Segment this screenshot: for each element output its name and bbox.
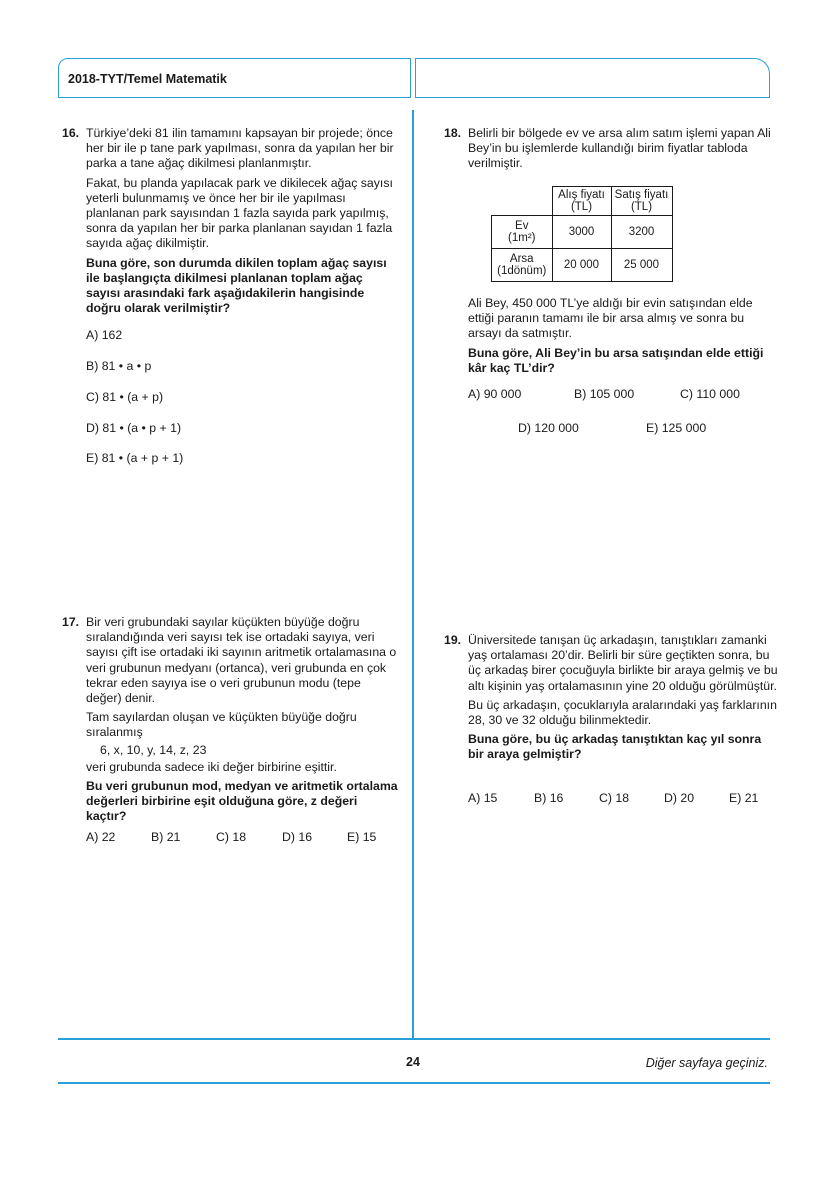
header-purchase-price: Alış fiyatı (TL) bbox=[552, 187, 611, 216]
option-a[interactable]: A) 22 bbox=[86, 830, 116, 844]
footer-top-line bbox=[58, 1038, 770, 1040]
option-a[interactable]: A) 15 bbox=[468, 791, 498, 805]
question-text: Bu üç arkadaşın, çocuklarıyla aralarındaki yaş farklarının 28, 30 ve 32 olduğu bilinmektedir. bbox=[468, 697, 777, 728]
land-sale-price: 25 000 bbox=[611, 249, 672, 282]
question-18-continued bbox=[468, 296, 778, 376]
question-prompt: Buna göre, son durumda dikilen toplam ağaç sayısı ile başlangıçta dikilmesi planlanan toplam ağaç sayısı arasındaki fark aşağıdakilerin hangisinde doğru olarak verilmiştir? bbox=[86, 255, 387, 316]
question-text: Bir veri grubundaki sayılar küçükten büyüğe doğru sıralandığında veri sayısı tek ise ortadaki sayıya, veri sayısı çift ise ortadaki iki sayının aritmetik ortalamasına o veri grubunun medyanı (ortanca), veri grubunda en çok tekrar eden sayıya ise o veri grubunun modu (tepe değer) denir. bbox=[86, 615, 397, 706]
question-number: 19. bbox=[444, 633, 462, 647]
option-b[interactable]: B) 81 • a • p bbox=[86, 359, 152, 373]
row-label-house: Ev (1m²) bbox=[492, 216, 553, 249]
header-sale-price: Satış fiyatı (TL) bbox=[611, 187, 672, 216]
option-d[interactable]: D) 20 bbox=[664, 791, 695, 805]
question-number: 16. bbox=[62, 126, 80, 140]
price-table bbox=[491, 186, 673, 282]
question-text: Fakat, bu planda yapılacak park ve dikilecek ağaç sayısı yeterli bulunmamış ve önce her bir ile yapılması planlanan park sayısından 1 fazla sayıda park yapılmış, sonra da yapılan her bir parka planlanan sayıdan 1 fazla sayıda ağaç dikilmiştir. bbox=[86, 175, 393, 251]
header-right-box bbox=[415, 58, 770, 98]
option-d[interactable]: D) 16 bbox=[282, 830, 313, 844]
footer-bottom-line bbox=[58, 1082, 770, 1084]
page-number: 24 bbox=[406, 1055, 420, 1069]
exam-title: 2018-TYT/Temel Matematik bbox=[68, 72, 227, 86]
option-d[interactable]: D) 81 • (a • p + 1) bbox=[86, 421, 182, 435]
question-text: veri grubunda sadece iki değer birbirine eşittir. bbox=[86, 759, 337, 774]
option-e[interactable]: E) 81 • (a + p + 1) bbox=[86, 451, 184, 465]
option-e[interactable]: E) 21 bbox=[729, 791, 759, 805]
option-d[interactable]: D) 120 000 bbox=[518, 421, 579, 435]
question-17 bbox=[62, 615, 398, 829]
column-divider bbox=[412, 110, 414, 1038]
option-c[interactable]: C) 110 000 bbox=[680, 387, 740, 401]
question-text: Belirli bir bölgede ev ve arsa alım satım işlemi yapan Ali Bey’in bu işlemlerde kullandığı birim fiyatlar tabloda verilmiştir. bbox=[468, 126, 771, 171]
question-text: Ali Bey, 450 000 TL’ye aldığı bir evin satışından elde ettiği paranın tamamı ile bir arsa almış ve sonra bu arsayı da satmıştır. bbox=[468, 296, 753, 341]
option-e[interactable]: E) 125 000 bbox=[646, 421, 707, 435]
next-page-note: Diğer sayfaya geçiniz. bbox=[645, 1056, 768, 1070]
question-number: 17. bbox=[62, 615, 80, 629]
data-sequence: 6, x, 10, y, 14, z, 23 bbox=[100, 742, 207, 757]
option-b[interactable]: B) 21 bbox=[151, 830, 181, 844]
question-19 bbox=[444, 633, 778, 767]
question-prompt: Buna göre, bu üç arkadaş tanıştıktan kaç yıl sonra bir araya gelmiştir? bbox=[468, 732, 762, 762]
option-c[interactable]: C) 18 bbox=[599, 791, 630, 805]
option-a[interactable]: A) 90 000 bbox=[468, 387, 522, 401]
question-text: Türkiye’deki 81 ilin tamamını kapsayan bir projede; önce her bir ile p tane park yapılması, sonra da yapılan her bir parka a tane ağaç dikilmesi planlanmıştır. bbox=[86, 126, 394, 171]
option-c[interactable]: C) 81 • (a + p) bbox=[86, 390, 164, 404]
land-purchase-price: 20 000 bbox=[552, 249, 611, 282]
question-16 bbox=[62, 126, 398, 320]
question-prompt: Bu veri grubunun mod, medyan ve aritmetik ortalama değerleri birbirine eşit olduğuna göre, z değeri kaçtır? bbox=[86, 779, 398, 824]
question-18 bbox=[444, 126, 778, 176]
question-text: Üniversitede tanışan üç arkadaşın, tanıştıkları zamanki yaş ortalaması 20’dir. Belirli bir süre geçtikten sonra, bu üç arkadaş birer çocuğuyla birlikte bir araya gelmiş ve bu altı kişinin yaş ortalamasının yine 20 olduğu görülmüştür. bbox=[468, 633, 778, 693]
option-b[interactable]: B) 16 bbox=[534, 791, 564, 805]
house-purchase-price: 3000 bbox=[552, 216, 611, 249]
option-b[interactable]: B) 105 000 bbox=[574, 387, 635, 401]
question-prompt: Buna göre, Ali Bey’in bu arsa satışından elde ettiği kâr kaç TL’dir? bbox=[468, 345, 764, 375]
option-c[interactable]: C) 18 bbox=[216, 830, 247, 844]
house-sale-price: 3200 bbox=[611, 216, 672, 249]
option-e[interactable]: E) 15 bbox=[347, 830, 377, 844]
option-a[interactable]: A) 162 bbox=[86, 328, 123, 342]
row-label-land: Arsa (1dönüm) bbox=[492, 249, 553, 282]
header-left-box bbox=[58, 58, 411, 98]
question-text: Tam sayılardan oluşan ve küçükten büyüğe doğru sıralanmış bbox=[86, 710, 357, 740]
question-number: 18. bbox=[444, 126, 462, 140]
